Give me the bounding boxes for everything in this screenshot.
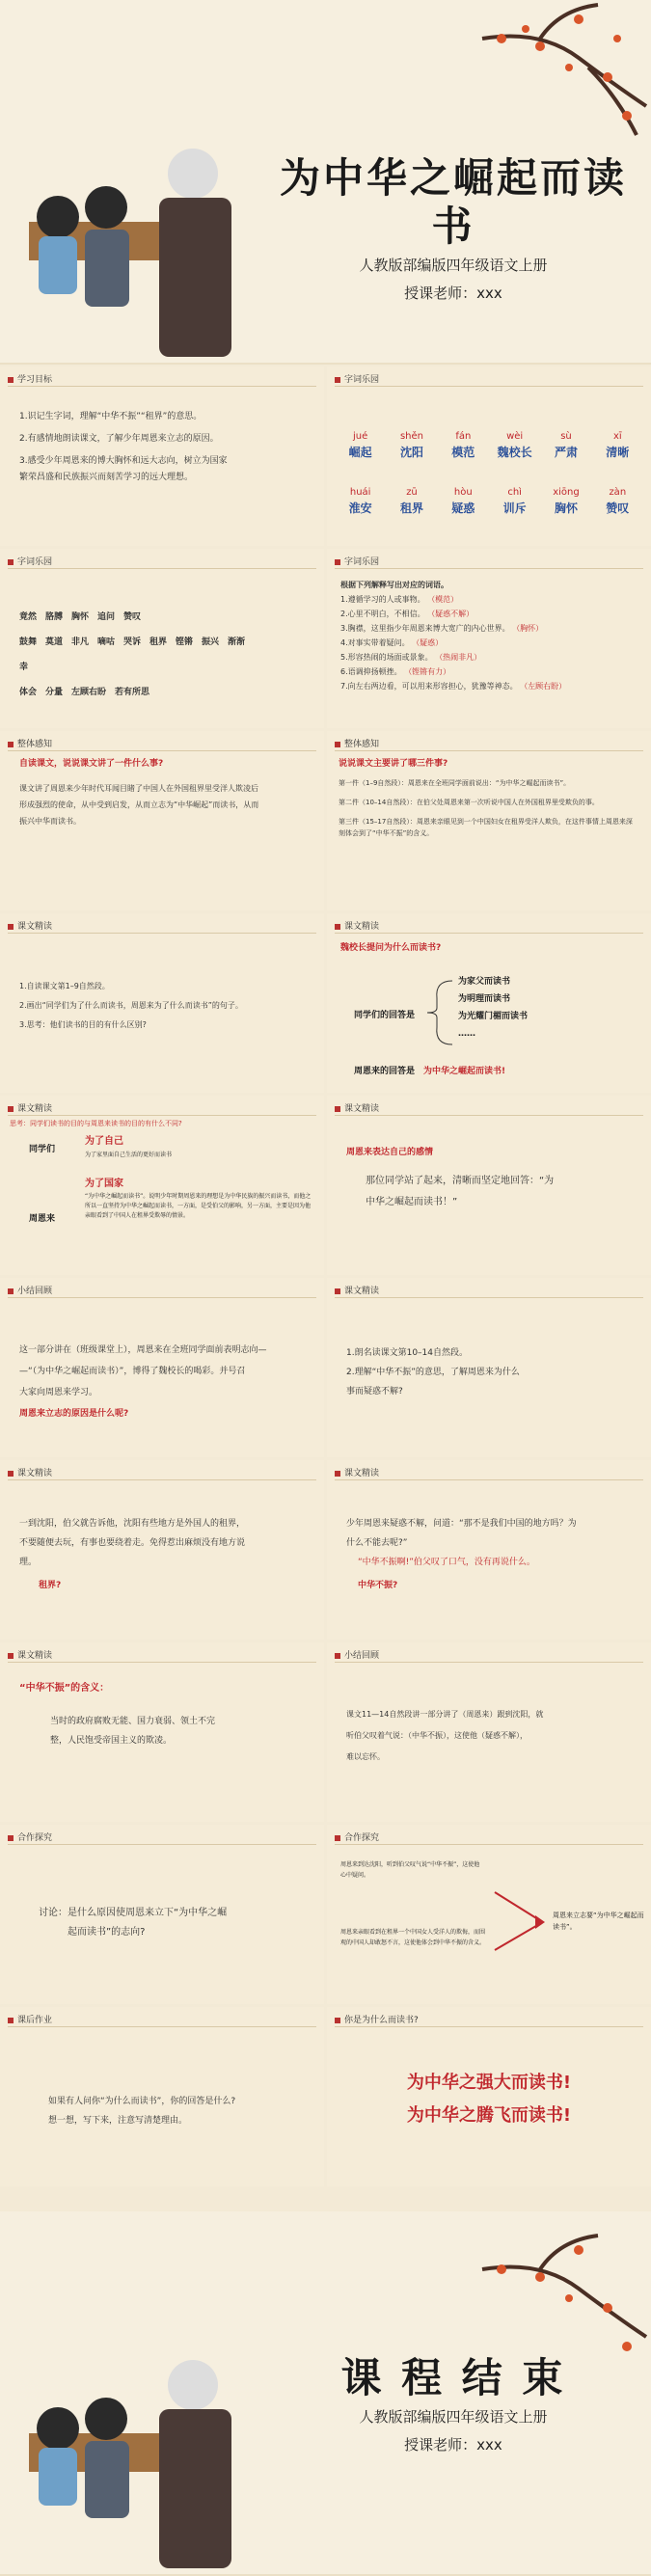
slide-summary-1 bbox=[0, 1278, 324, 1457]
text-line: 鼓舞 莫道 非凡 嘀咕 哭诉 租界 铿锵 振兴 渐渐 bbox=[19, 637, 255, 647]
pinyin: xī bbox=[612, 431, 622, 442]
answer: （热闹非凡） bbox=[435, 653, 482, 662]
word: 魏校长 bbox=[497, 446, 532, 459]
slide-header: 学习目标 bbox=[8, 372, 52, 385]
cover-text bbox=[260, 154, 646, 303]
definition-line: 6.语调抑扬顿挫。 （铿锵有力） bbox=[340, 667, 451, 676]
word: 淮安 bbox=[348, 502, 372, 515]
slide-vocab-pinyin bbox=[327, 366, 651, 546]
slide-feelings bbox=[327, 1096, 651, 1275]
text-line: 整，人民饱受帝国主义的欺凌。 bbox=[50, 1736, 173, 1746]
answer: （疑惑不解） bbox=[427, 610, 475, 618]
text-line: 3.感受少年周恩来的博大胸怀和远大志向，树立为国家 bbox=[19, 456, 228, 466]
text-line: 理。 bbox=[19, 1558, 38, 1567]
for-self-note: 为了家里面自己生活的更好而读书 bbox=[85, 1152, 173, 1158]
slide-cooperation-1 bbox=[0, 1825, 324, 2004]
text-line: 中华之崛起而读书！” bbox=[366, 1197, 458, 1207]
cover-teacher: 授课老师：xxx bbox=[404, 285, 502, 302]
word: 租界 bbox=[399, 502, 423, 515]
word: 严肃 bbox=[554, 446, 578, 459]
slide-close-reading-3 bbox=[327, 1278, 651, 1457]
word: 模范 bbox=[451, 446, 475, 459]
slide-header: 小结回顾 bbox=[335, 1648, 379, 1661]
event-item: 第二件（10–14自然段）：在伯父处周恩来第一次听说中国人在外国租界里受欺负的事。 bbox=[339, 799, 599, 806]
definition-line: 4.对事实带着疑问。 （疑惑） bbox=[340, 638, 444, 647]
pinyin: huái bbox=[349, 487, 371, 498]
definition-line: 1.遵循学习的人或事物。 （模范） bbox=[340, 595, 459, 604]
text-line: 那位同学站了起来，清晰而坚定地回答：“为 bbox=[366, 1176, 555, 1186]
text-line: 2.有感情地朗读课文，了解少年周恩来立志的原因。 bbox=[19, 434, 219, 444]
slide-body bbox=[346, 1142, 637, 1213]
divider bbox=[8, 2026, 316, 2027]
divider bbox=[8, 750, 316, 751]
text-line: 繁荣昌盛和民族振兴而刻苦学习的远大理想。 bbox=[19, 473, 194, 482]
cause-2: 周恩来亲眼看到在租界一个中国女人受洋人的欺侮，而围观的中国人却敢怒不言，这使他体会到中华不振的含义。 bbox=[340, 1929, 486, 1946]
text-line: 听伯父叹着气说：（中华不振），这使他（疑惑不解）， bbox=[346, 1731, 528, 1740]
ending-teacher: 授课老师：xxx bbox=[404, 2436, 502, 2454]
for-self: 为了自己 bbox=[85, 1136, 123, 1147]
slide-header: 合作探究 bbox=[8, 1830, 52, 1843]
divider bbox=[335, 386, 643, 387]
slide-header: 课文精读 bbox=[8, 1466, 52, 1478]
slide-concession bbox=[0, 1460, 324, 1640]
question: 中华不振? bbox=[358, 1581, 398, 1590]
conclusion: 周恩来立志要“为中华之崛起而读书”。 bbox=[553, 1912, 644, 1931]
word: 胸怀 bbox=[554, 502, 578, 515]
divider bbox=[8, 1844, 316, 1845]
text-line: 2.画出“同学们为了什么而读书，周恩来为了什么而读书”的句子。 bbox=[19, 1001, 243, 1010]
text-line: 少年周恩来疑惑不解，问道：“那不是我们中国的地方吗？为 bbox=[346, 1519, 577, 1529]
divider bbox=[8, 933, 316, 934]
divider bbox=[335, 750, 643, 751]
slide-header: 课文精读 bbox=[335, 919, 379, 932]
slide-meaning bbox=[0, 1642, 324, 1822]
word: 沈阳 bbox=[399, 446, 423, 459]
definition-line: 2.心里不明白，不相信。 （疑惑不解） bbox=[340, 610, 475, 618]
pinyin-row bbox=[335, 484, 643, 501]
slide-close-reading-2 bbox=[327, 913, 651, 1093]
slide-homework bbox=[0, 2007, 324, 2186]
text-line: 1.朗名读课文第10–14自然段。 bbox=[346, 1348, 468, 1358]
text-line: 1.识记生字词，理解“中华不振”“租界”的意思。 bbox=[19, 412, 203, 421]
slide-header: 字词乐园 bbox=[335, 372, 379, 385]
divider bbox=[335, 1297, 643, 1298]
answer: （左顾右盼） bbox=[520, 682, 567, 691]
slide-header: 合作探究 bbox=[335, 1830, 379, 1843]
slide-header: 课文精读 bbox=[335, 1284, 379, 1296]
pinyin: fán bbox=[455, 431, 472, 442]
pinyin: chì bbox=[507, 487, 522, 498]
slide-header: 字词乐园 bbox=[8, 555, 52, 567]
brace bbox=[425, 979, 454, 1046]
word: 训斥 bbox=[502, 502, 527, 515]
word-row bbox=[335, 501, 643, 517]
pinyin: sù bbox=[560, 431, 572, 442]
divider bbox=[8, 386, 316, 387]
slide-body bbox=[337, 2067, 641, 2132]
text-line: 如果有人问你“为什么而读书”，你的回答是什么? bbox=[48, 2097, 236, 2106]
divider bbox=[335, 1662, 643, 1663]
word: 崛起 bbox=[348, 446, 372, 459]
slide-body bbox=[346, 1343, 637, 1401]
slide-body bbox=[19, 409, 311, 486]
question: “中华不振”的含义： bbox=[19, 1683, 110, 1694]
slide-body bbox=[340, 578, 637, 693]
slide-header: 整体感知 bbox=[335, 737, 379, 749]
question: 租界? bbox=[39, 1581, 62, 1590]
text-line: “中华不振啊!”伯父叹了口气，没有再说什么。 bbox=[358, 1558, 535, 1567]
slide-body bbox=[19, 1679, 311, 1750]
text-line: 形成强烈的使命，从中受到启发，从而立志为“中华崛起”而读书，从而 bbox=[19, 800, 259, 809]
divider bbox=[8, 1662, 316, 1663]
ending-title: 课 程 结 束 bbox=[340, 2354, 566, 2401]
slide-summary-2 bbox=[327, 1642, 651, 1822]
cover-title: 为中华之崛起而读书 bbox=[279, 154, 627, 250]
cover-subtitle: 人教版部编版四年级语文上册 bbox=[359, 257, 548, 274]
answer-item: …… bbox=[458, 1029, 475, 1039]
slide-header: 课文精读 bbox=[8, 1648, 52, 1661]
answer: （胸怀） bbox=[512, 624, 544, 633]
slide-close-reading-1 bbox=[0, 913, 324, 1093]
event-item: 第三件（15–17自然段）：周恩来亲眼见到一个中国妇女在租界受洋人欺负，在这件事情上周恩来深刻体会到了“中华不振”的含义。 bbox=[339, 818, 633, 837]
divider bbox=[8, 1297, 316, 1298]
slogan: 为中华之腾飞而读书! bbox=[406, 2105, 572, 2126]
text-line: 竟然 胳膊 胸怀 追问 赞叹 bbox=[19, 612, 142, 622]
text-line: 课文讲了周恩来少年时代耳闻目睹了中国人在外国租界里受洋人欺凌后 bbox=[19, 784, 258, 793]
slide-three-events bbox=[327, 731, 651, 910]
text-line: 一到沈阳，伯父就告诉他，沈阳有些地方是外国人的租界， bbox=[19, 1519, 246, 1529]
slide-header: 课文精读 bbox=[335, 1466, 379, 1478]
slide-body bbox=[19, 979, 311, 1033]
divider bbox=[8, 568, 316, 569]
pinyin: xiōng bbox=[553, 487, 580, 498]
slide-header: 课后作业 bbox=[8, 2013, 52, 2025]
text-line: 讨论：是什么原因使周恩来立下“为中华之崛 bbox=[39, 1908, 228, 1918]
answer-item: 为明理而读书 bbox=[458, 994, 511, 1004]
divider bbox=[335, 933, 643, 934]
pinyin: zàn bbox=[609, 487, 627, 498]
text-line: 课文11—14自然段讲一部分讲了（周恩来）跟到沈阳，就 bbox=[346, 1710, 544, 1719]
text-line: 起而读书”的志向? bbox=[68, 1927, 146, 1938]
slide-vocab-definitions bbox=[327, 549, 651, 728]
slide-body bbox=[19, 756, 311, 829]
slide-vocab-words bbox=[0, 549, 324, 728]
answer-item: 为家父而读书 bbox=[458, 977, 511, 987]
answer-item: 为光耀门楣而读书 bbox=[458, 1012, 529, 1021]
arrows bbox=[491, 1883, 549, 1960]
question: 周恩来立志的原因是什么呢? bbox=[19, 1409, 129, 1419]
text-line: 事而疑惑不解? bbox=[346, 1387, 403, 1396]
for-country-note: “为中华之崛起而读书”。说明少年时期周恩来的理想是为中华民族的振兴而读书，而他之所以一直坚持为中华之崛起而读书，一方面，是受伯父的影响，另一方面，主要是因为他亲眼看到了中国人在租界受欺辱的情景。 bbox=[85, 1193, 312, 1219]
slide-china-weak bbox=[327, 1460, 651, 1640]
definition-line: 5.形容热闹的场面或景象。 （热闹非凡） bbox=[340, 653, 482, 662]
text-line: 当时的政府腐败无能、国力衰弱、领土不完 bbox=[50, 1717, 216, 1726]
classmates-label: 同学们的回答是 bbox=[354, 1011, 416, 1020]
event-item: 第一件（1–9自然段）：周恩来在全班同学面前说出：“为中华之崛起而读书”。 bbox=[339, 779, 571, 787]
classmates-label: 同学们 bbox=[29, 1145, 56, 1154]
cover-slide bbox=[0, 0, 651, 365]
text-line: 不要随便去玩，有事也要绕着走。免得惹出麻烦没有地方说 bbox=[19, 1538, 246, 1548]
for-country: 为了国家 bbox=[85, 1179, 123, 1189]
lead-text: 根据下列解释写出对应的词语。 bbox=[340, 581, 448, 589]
pinyin: zū bbox=[406, 487, 418, 498]
text-line: 难以忘怀。 bbox=[346, 1752, 385, 1761]
ending-subtitle: 人教版部编版四年级语文上册 bbox=[359, 2408, 548, 2426]
slide-header: 小结回顾 bbox=[8, 1284, 52, 1296]
slide-header: 你是为什么而读书? bbox=[335, 2013, 419, 2025]
word-row bbox=[335, 445, 643, 461]
divider bbox=[8, 1479, 316, 1480]
text-line: 大家向周恩来学习。 bbox=[19, 1388, 98, 1397]
slide-overview bbox=[0, 731, 324, 910]
text-line: 振兴中华而读书。 bbox=[19, 817, 81, 826]
slogan: 为中华之强大而读书! bbox=[406, 2073, 572, 2093]
zhou-answer: 周恩来的回答是 为中华之崛起而读书! bbox=[354, 1067, 506, 1076]
text-line: 什么不能去呢?” bbox=[346, 1538, 408, 1548]
answer-list bbox=[458, 973, 528, 1043]
slide-cooperation-2 bbox=[327, 1825, 651, 2004]
divider bbox=[335, 1844, 643, 1845]
text-line: —“（为中华之崛起而读书）”，博得了魏校长的喝彩。并号召 bbox=[19, 1367, 246, 1376]
slide-header: 课文精读 bbox=[335, 1101, 379, 1114]
slide-why-read bbox=[327, 2007, 651, 2186]
zhou-label: 周恩来 bbox=[29, 1214, 56, 1224]
pinyin: wèi bbox=[506, 431, 524, 442]
slide-body bbox=[48, 2092, 311, 2130]
answer: （模范） bbox=[427, 595, 459, 604]
divider bbox=[8, 1115, 316, 1116]
text-line: 这一部分讲在（班级课堂上），周恩来在全班同学面前表明志向— bbox=[19, 1345, 267, 1355]
text-line: 1.自读课文第1–9自然段。 bbox=[19, 982, 110, 990]
slide-learning-goals bbox=[0, 366, 324, 546]
definition-line: 3.胸襟，这里指少年周恩来博大宽广的内心世界。 （胸怀） bbox=[340, 624, 544, 633]
text-line: 体会 分量 左顾右盼 若有所思 bbox=[19, 688, 150, 697]
slide-header: 整体感知 bbox=[8, 737, 52, 749]
pinyin-row bbox=[335, 428, 643, 445]
question: 自读课文，说说课文讲了一件什么事? bbox=[19, 759, 164, 769]
pinyin: hòu bbox=[453, 487, 473, 498]
word: 清晰 bbox=[606, 446, 630, 459]
pinyin: shěn bbox=[399, 431, 423, 442]
slide-body bbox=[19, 1514, 311, 1595]
slide-body bbox=[39, 1904, 311, 1942]
answer: （疑惑） bbox=[412, 638, 444, 647]
divider bbox=[335, 2026, 643, 2027]
question: 思考：同学们读书的目的与周恩来读书的目的有什么不同? bbox=[10, 1120, 182, 1127]
text-line: 2.理解“中华不振”的意思，了解周恩来为什么 bbox=[346, 1368, 520, 1377]
question: 说说课文主要讲了哪三件事? bbox=[339, 759, 448, 769]
slide-body bbox=[19, 1340, 311, 1424]
slide-body bbox=[346, 1514, 637, 1595]
slide-header: 课文精读 bbox=[8, 919, 52, 932]
definition-line: 7.向左右两边看，可以用来形容担心，犹豫等神态。 （左顾右盼） bbox=[340, 682, 567, 691]
pinyin: jué bbox=[353, 431, 368, 442]
slide-compare-goals bbox=[0, 1096, 324, 1275]
text-line: 3.思考：他们读书的目的有什么区别? bbox=[19, 1020, 147, 1029]
slide-body bbox=[339, 756, 637, 839]
divider bbox=[335, 568, 643, 569]
divider bbox=[335, 1115, 643, 1116]
slide-body bbox=[19, 605, 311, 705]
text-line: 想一想，写下来，注意写清楚理由。 bbox=[48, 2116, 188, 2126]
ending-text bbox=[260, 2354, 646, 2454]
question: 魏校长提问为什么而读书? bbox=[340, 943, 442, 953]
divider bbox=[335, 1479, 643, 1480]
cause-1: 周恩来到达沈阳，听到伯父叹气说“中华不振”，这使他心中疑问。 bbox=[340, 1861, 480, 1879]
slide-header: 字词乐园 bbox=[335, 555, 379, 567]
text-line: 幸 bbox=[19, 663, 29, 672]
slide-header: 课文精读 bbox=[8, 1101, 52, 1114]
word: 赞叹 bbox=[606, 502, 630, 515]
ending-slide bbox=[0, 2211, 651, 2576]
word: 疑惑 bbox=[451, 502, 475, 515]
slide-body bbox=[335, 428, 643, 517]
question: 周恩来表达自己的感情 bbox=[346, 1148, 434, 1157]
slide-body bbox=[346, 1704, 637, 1768]
answer: （铿锵有力） bbox=[404, 667, 451, 676]
